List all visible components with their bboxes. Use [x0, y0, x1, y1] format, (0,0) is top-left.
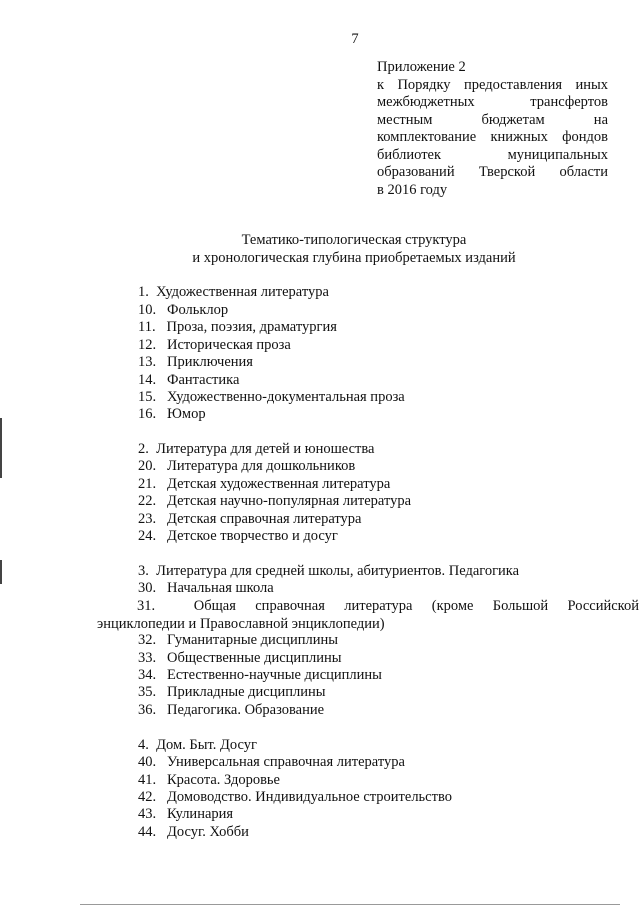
title-line-1: Тематико-типологическая структура: [241, 232, 467, 248]
page-number: 7: [351, 31, 359, 47]
annex-line: к Порядку предоставления иных: [377, 76, 608, 93]
item-text-line-1: [97, 598, 639, 616]
item-text: Юмор: [167, 406, 206, 422]
list-item: [138, 458, 355, 476]
scan-edge-mark: [0, 418, 2, 478]
list-item: [138, 667, 382, 685]
item-text: Универсальная справочная литература: [167, 754, 405, 770]
list-item: [138, 406, 206, 424]
item-text: Естественно-научные дисциплины: [167, 667, 382, 683]
item-number: 36.: [138, 702, 157, 718]
item-text: Кулинария: [167, 806, 234, 822]
item-number: 41.: [138, 772, 157, 788]
item-text: Общественные дисциплины: [167, 650, 342, 666]
item-number: 32.: [138, 632, 157, 648]
section-heading: [138, 737, 257, 755]
annex-line: межбюджетных трансфертов: [377, 94, 608, 110]
item-text: Фольклор: [167, 302, 229, 318]
item-number: 33.: [138, 650, 157, 666]
annex-line: в 2016 году: [377, 181, 448, 198]
title-line-2: и хронологическая глубина приобретаемых изданий: [192, 249, 516, 266]
list-item: [138, 824, 249, 842]
item-number: 20.: [138, 458, 157, 474]
item-text: Досуг. Хобби: [167, 824, 249, 840]
item-text-line-2: энциклопедии и Православной энциклопедии): [97, 615, 385, 632]
annex-line: Приложение 2: [377, 59, 466, 75]
list-item: [138, 493, 411, 511]
section-title: Литература для детей и юношества: [156, 441, 375, 457]
section-heading: [138, 284, 329, 302]
item-text: Детская справочная литература: [167, 511, 362, 527]
item-number: 14.: [138, 372, 157, 388]
list-item: [138, 702, 324, 720]
item-number: 15.: [138, 389, 157, 405]
item-number: 34.: [138, 667, 157, 683]
item-text: Проза, поэзия, драматургия: [166, 319, 337, 335]
section-heading: [138, 563, 519, 581]
item-text: Приключения: [167, 354, 253, 370]
list-item: [138, 337, 291, 355]
item-number: 23.: [138, 511, 157, 527]
annex-line: образований Тверской области: [377, 164, 608, 180]
item-number: 24.: [138, 528, 157, 544]
list-item: [138, 580, 274, 598]
item-text: Красота. Здоровье: [167, 772, 280, 788]
item-number: 31.: [137, 598, 156, 614]
item-number: 30.: [138, 580, 157, 596]
list-item: [138, 354, 253, 372]
document-title: [0, 232, 640, 267]
annex-line: библиотек муниципальных: [377, 146, 608, 163]
item-number: 21.: [138, 476, 157, 492]
item-number: 42.: [138, 789, 157, 805]
list-item: [97, 598, 639, 633]
annex-line: комплектование книжных фондов: [377, 129, 608, 145]
item-number: 10.: [138, 302, 157, 318]
item-text: Детское творчество и досуг: [167, 528, 338, 544]
item-number: 40.: [138, 754, 157, 770]
list-item: [138, 772, 280, 790]
item-text: Литература для дошкольников: [167, 458, 356, 474]
scan-edge-mark: [0, 560, 2, 584]
list-item: [138, 650, 341, 668]
item-text: Художественно-документальная проза: [167, 389, 405, 405]
item-text: Прикладные дисциплины: [167, 684, 326, 700]
item-number: 43.: [138, 806, 157, 822]
item-number: 11.: [138, 319, 156, 335]
section-number: 3.: [138, 563, 149, 579]
item-text: Домоводство. Индивидуальное строительство: [167, 789, 452, 805]
annex-line: местным бюджетам на: [377, 111, 608, 128]
item-number: 35.: [138, 684, 157, 700]
list-item: [138, 476, 390, 494]
list-item: [138, 632, 338, 650]
item-text: Фантастика: [167, 372, 240, 388]
list-item: [138, 789, 452, 807]
item-text: Детская научно-популярная литература: [167, 493, 412, 509]
section-number: 2.: [138, 441, 149, 457]
item-text: Педагогика. Образование: [167, 702, 325, 718]
list-item: [138, 372, 239, 390]
item-number: 12.: [138, 337, 157, 353]
section-number: 1.: [138, 284, 149, 300]
item-text: Детская художественная литература: [167, 476, 391, 492]
item-text: Гуманитарные дисциплины: [167, 632, 339, 648]
list-item: [138, 319, 337, 337]
list-item: [138, 528, 338, 546]
item-number: 16.: [138, 406, 157, 422]
list-item: [138, 754, 405, 772]
item-number: 13.: [138, 354, 157, 370]
item-text: Общая справочная литература (кроме Большой Российской: [193, 598, 639, 614]
section-heading: [138, 441, 374, 459]
item-text: Начальная школа: [167, 580, 274, 596]
list-item: [138, 511, 361, 529]
section-title: Художественная литература: [156, 284, 329, 300]
list-item: [138, 806, 233, 824]
section-number: 4.: [138, 737, 149, 753]
section-title: Литература для средней школы, абитуриентов. Педагогика: [156, 563, 520, 579]
item-number: 44.: [138, 824, 157, 840]
section-title: Дом. Быт. Досуг: [156, 737, 257, 753]
list-item: [138, 389, 405, 407]
list-item: [138, 684, 326, 702]
annex-block: [377, 59, 608, 199]
item-number: 22.: [138, 493, 157, 509]
list-item: [138, 302, 228, 320]
item-text: Историческая проза: [167, 337, 291, 353]
